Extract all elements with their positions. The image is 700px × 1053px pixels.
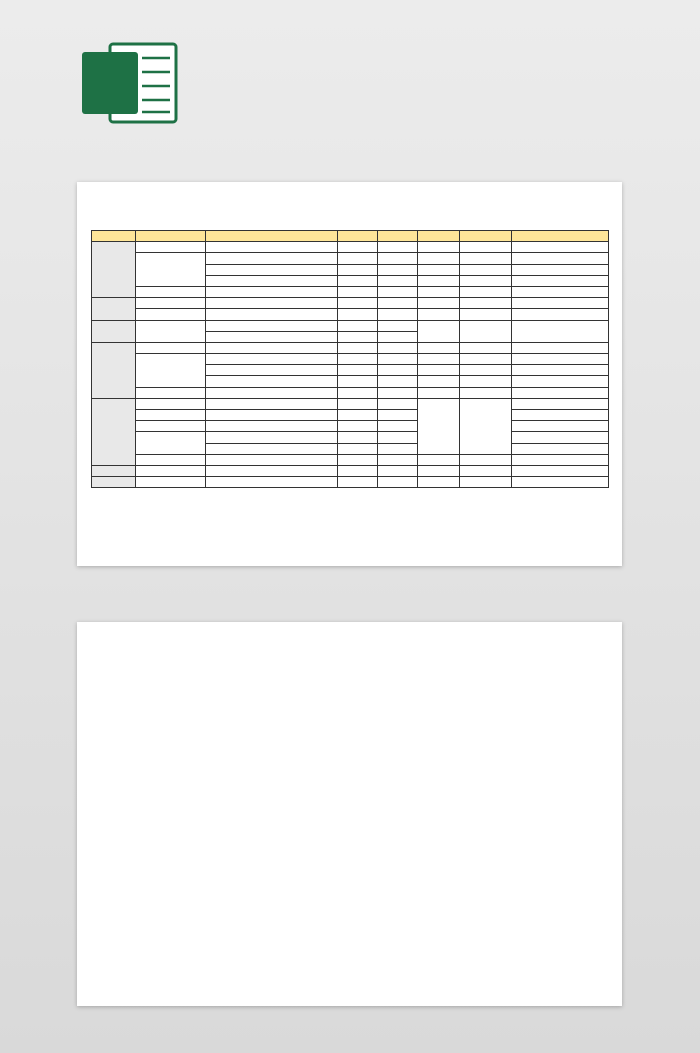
col-header: [136, 231, 206, 242]
banner: [0, 0, 700, 170]
helper-cell: [460, 365, 512, 376]
note-cell: [512, 477, 609, 488]
end-time-cell: [378, 398, 418, 409]
item-cell: [136, 421, 206, 432]
category-cell: [92, 465, 136, 476]
start-time-cell: [338, 432, 378, 443]
helper-cell: [460, 286, 512, 297]
content-cell: [206, 298, 338, 309]
helper-cell: [460, 264, 512, 275]
end-time-cell: [378, 320, 418, 331]
sheet-preview-2: [77, 622, 622, 1006]
item-cell: [136, 387, 206, 398]
helper-cell: [460, 320, 512, 342]
owner-cell: [418, 354, 460, 365]
owner-cell: [418, 298, 460, 309]
helper-cell: [460, 454, 512, 465]
owner-cell: [418, 376, 460, 387]
table-row: [92, 398, 609, 409]
category-cell: [92, 320, 136, 342]
start-time-cell: [338, 454, 378, 465]
owner-cell: [418, 365, 460, 376]
col-header: [512, 231, 609, 242]
helper-cell: [460, 398, 512, 454]
item-cell: [136, 342, 206, 353]
note-cell: [512, 286, 609, 297]
helper-cell: [460, 465, 512, 476]
item-cell: [136, 432, 206, 454]
item-cell: [136, 298, 206, 309]
end-time-cell: [378, 264, 418, 275]
end-time-cell: [378, 465, 418, 476]
content-cell: [206, 398, 338, 409]
note-cell: [512, 309, 609, 320]
content-cell: [206, 454, 338, 465]
end-time-cell: [378, 331, 418, 342]
end-time-cell: [378, 365, 418, 376]
owner-cell: [418, 242, 460, 253]
item-cell: [136, 465, 206, 476]
start-time-cell: [338, 465, 378, 476]
start-time-cell: [338, 275, 378, 286]
start-time-cell: [338, 398, 378, 409]
owner-cell: [418, 286, 460, 297]
end-time-cell: [378, 275, 418, 286]
task-table: [91, 230, 609, 488]
table-row: [92, 320, 609, 331]
helper-cell: [460, 477, 512, 488]
col-header: [378, 231, 418, 242]
note-cell: [512, 264, 609, 275]
category-cell: [92, 477, 136, 488]
content-cell: [206, 354, 338, 365]
item-cell: [136, 354, 206, 388]
note-cell: [512, 342, 609, 353]
helper-cell: [460, 387, 512, 398]
owner-cell: [418, 253, 460, 264]
table-row: [92, 309, 609, 320]
note-cell: [512, 398, 609, 409]
note-cell: [512, 320, 609, 342]
content-cell: [206, 410, 338, 421]
content-cell: [206, 286, 338, 297]
end-time-cell: [378, 421, 418, 432]
start-time-cell: [338, 410, 378, 421]
start-time-cell: [338, 443, 378, 454]
category-cell: [92, 342, 136, 398]
table-row: [92, 387, 609, 398]
start-time-cell: [338, 376, 378, 387]
item-cell: [136, 454, 206, 465]
item-cell: [136, 253, 206, 287]
col-header: [206, 231, 338, 242]
owner-cell: [418, 320, 460, 342]
helper-cell: [460, 376, 512, 387]
note-cell: [512, 275, 609, 286]
content-cell: [206, 477, 338, 488]
content-cell: [206, 331, 338, 342]
content-cell: [206, 376, 338, 387]
note-cell: [512, 387, 609, 398]
start-time-cell: [338, 365, 378, 376]
end-time-cell: [378, 309, 418, 320]
table-row: [92, 242, 609, 253]
table-row: [92, 286, 609, 297]
start-time-cell: [338, 264, 378, 275]
owner-cell: [418, 387, 460, 398]
note-cell: [512, 354, 609, 365]
end-time-cell: [378, 443, 418, 454]
sheet-preview-1: [77, 182, 622, 566]
start-time-cell: [338, 421, 378, 432]
end-time-cell: [378, 298, 418, 309]
end-time-cell: [378, 342, 418, 353]
note-cell: [512, 242, 609, 253]
helper-cell: [460, 253, 512, 264]
start-time-cell: [338, 354, 378, 365]
content-cell: [206, 465, 338, 476]
category-cell: [92, 242, 136, 298]
note-cell: [512, 465, 609, 476]
content-cell: [206, 275, 338, 286]
end-time-cell: [378, 477, 418, 488]
col-header: [92, 231, 136, 242]
table-row: [92, 465, 609, 476]
content-cell: [206, 342, 338, 353]
owner-cell: [418, 454, 460, 465]
content-cell: [206, 253, 338, 264]
end-time-cell: [378, 354, 418, 365]
start-time-cell: [338, 477, 378, 488]
table-row: [92, 421, 609, 432]
end-time-cell: [378, 376, 418, 387]
end-time-cell: [378, 454, 418, 465]
start-time-cell: [338, 331, 378, 342]
owner-cell: [418, 477, 460, 488]
end-time-cell: [378, 253, 418, 264]
content-cell: [206, 264, 338, 275]
col-header: [418, 231, 460, 242]
helper-cell: [460, 309, 512, 320]
owner-cell: [418, 465, 460, 476]
helper-cell: [460, 275, 512, 286]
owner-cell: [418, 342, 460, 353]
start-time-cell: [338, 242, 378, 253]
helper-cell: [460, 354, 512, 365]
end-time-cell: [378, 410, 418, 421]
content-cell: [206, 242, 338, 253]
owner-cell: [418, 264, 460, 275]
start-time-cell: [338, 309, 378, 320]
excel-logo-icon: [80, 40, 180, 126]
table-row: [92, 454, 609, 465]
item-cell: [136, 309, 206, 320]
item-cell: [136, 320, 206, 342]
item-cell: [136, 242, 206, 253]
helper-cell: [460, 242, 512, 253]
end-time-cell: [378, 286, 418, 297]
item-cell: [136, 286, 206, 297]
note-cell: [512, 376, 609, 387]
col-header: [460, 231, 512, 242]
note-cell: [512, 365, 609, 376]
note-cell: [512, 410, 609, 421]
item-cell: [136, 410, 206, 421]
content-cell: [206, 387, 338, 398]
content-cell: [206, 421, 338, 432]
content-cell: [206, 320, 338, 331]
table-row: [92, 342, 609, 353]
start-time-cell: [338, 387, 378, 398]
start-time-cell: [338, 286, 378, 297]
category-cell: [92, 398, 136, 465]
note-cell: [512, 421, 609, 432]
owner-cell: [418, 398, 460, 454]
start-time-cell: [338, 298, 378, 309]
table-row: [92, 298, 609, 309]
category-cell: [92, 298, 136, 320]
end-time-cell: [378, 387, 418, 398]
note-cell: [512, 454, 609, 465]
owner-cell: [418, 309, 460, 320]
table-row: [92, 253, 609, 264]
col-header: [338, 231, 378, 242]
start-time-cell: [338, 320, 378, 331]
end-time-cell: [378, 432, 418, 443]
start-time-cell: [338, 253, 378, 264]
content-cell: [206, 432, 338, 443]
content-cell: [206, 365, 338, 376]
end-time-cell: [378, 242, 418, 253]
table-row: [92, 432, 609, 443]
note-cell: [512, 253, 609, 264]
table-row: [92, 410, 609, 421]
item-cell: [136, 477, 206, 488]
note-cell: [512, 443, 609, 454]
table-row: [92, 354, 609, 365]
table-row: [92, 477, 609, 488]
content-cell: [206, 309, 338, 320]
helper-cell: [460, 342, 512, 353]
note-cell: [512, 298, 609, 309]
start-time-cell: [338, 342, 378, 353]
content-cell: [206, 443, 338, 454]
item-cell: [136, 398, 206, 409]
note-cell: [512, 432, 609, 443]
helper-cell: [460, 298, 512, 309]
table-header-row: [92, 231, 609, 242]
owner-cell: [418, 275, 460, 286]
